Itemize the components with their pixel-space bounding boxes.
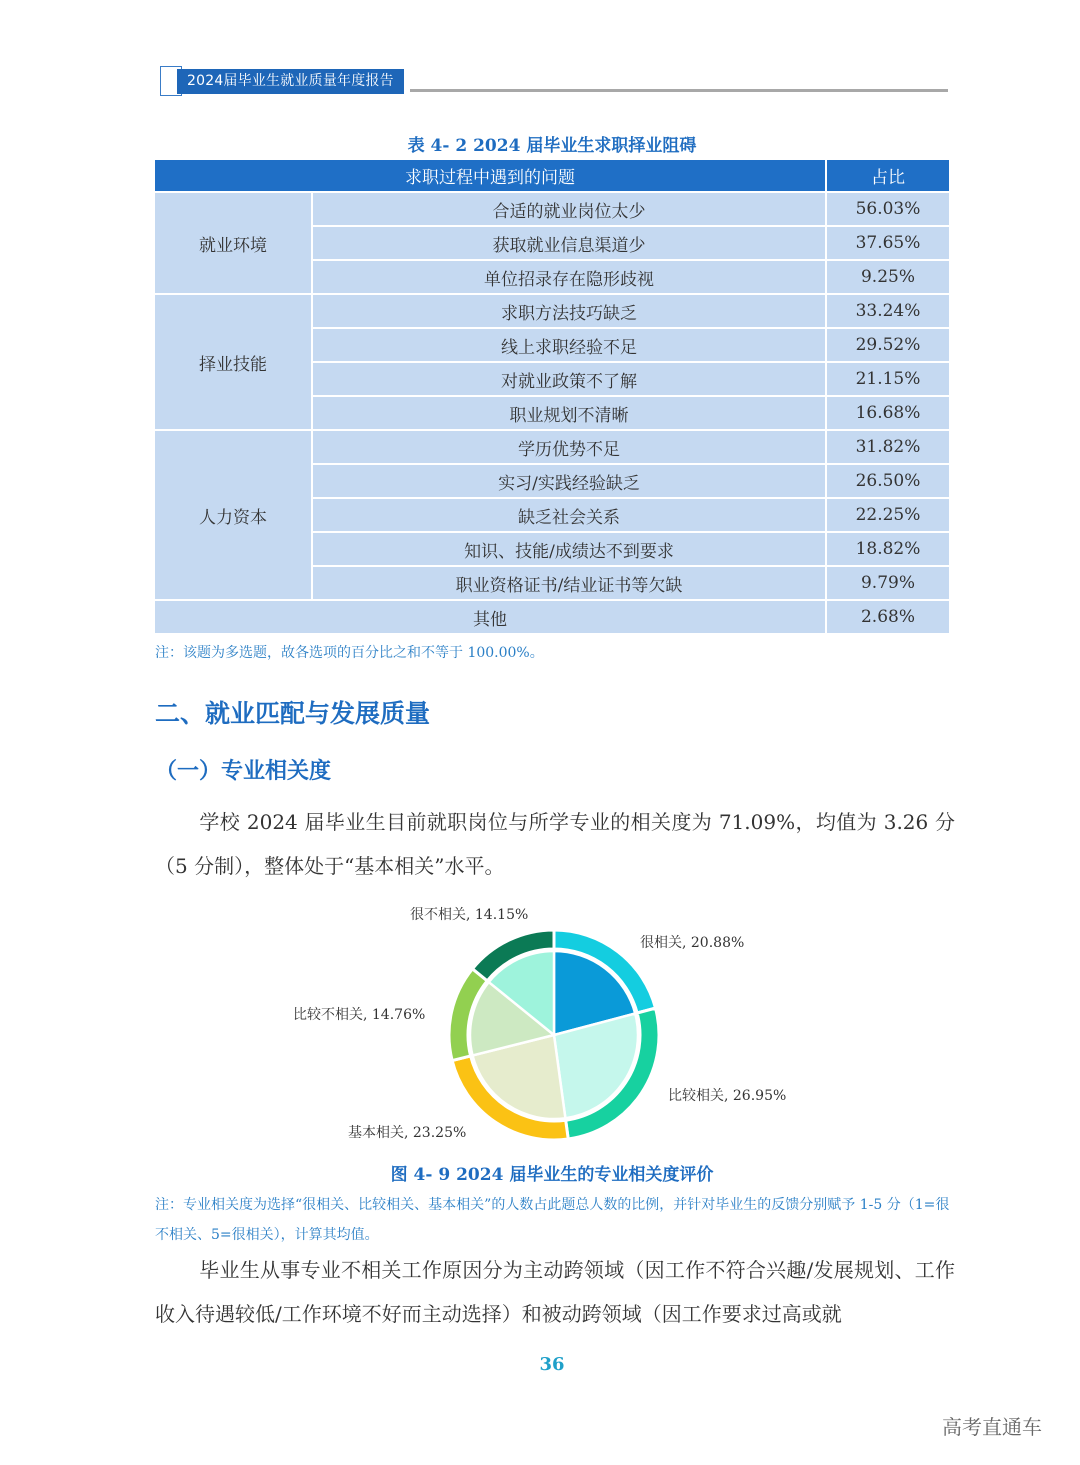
- figure-caption: 图 4- 9 2024 届毕业生的专业相关度评价: [390, 1165, 714, 1185]
- table-row-other: [155, 601, 949, 635]
- paragraph-text: 毕业生从事专业不相关工作原因分为主动跨领域（因工作不符合兴趣/发展规划、工作收入待遇较低/工作环境不好而主动选择）和被动跨领域（因工作要求过高或就: [155, 1258, 955, 1326]
- issue-cell: 职业规划不清晰: [313, 397, 827, 431]
- pie-label: 基本相关, 23.25%: [348, 1125, 467, 1141]
- pie-label: 比较不相关, 14.76%: [293, 1007, 426, 1023]
- share-cell: 18.82%: [827, 533, 949, 567]
- share-cell: 16.68%: [827, 397, 949, 431]
- page-number: 36: [539, 1354, 565, 1375]
- table-row: [155, 193, 949, 227]
- category-cell: 人力资本: [155, 431, 313, 601]
- pie-label: 很不相关, 14.15%: [410, 907, 529, 923]
- share-cell: 31.82%: [827, 431, 949, 465]
- obstacles-table: [155, 160, 949, 635]
- share-cell: 26.50%: [827, 465, 949, 499]
- figure-note: 注：专业相关度为选择“很相关、比较相关、基本相关”的人数占此题总人数的比例，并针对毕业生的反馈分别赋予 1-5 分（1=很不相关、5=很相关），计算其均值。: [155, 1197, 950, 1243]
- section-heading: 二、就业匹配与发展质量: [155, 699, 431, 728]
- pie-label: 很相关, 20.88%: [640, 935, 745, 951]
- issue-cell: 求职方法技巧缺乏: [313, 295, 827, 329]
- share-cell: 33.24%: [827, 295, 949, 329]
- table-note: 注：该题为多选题，故各选项的百分比之和不等于 100.00%。: [155, 645, 544, 661]
- issue-cell: 其他: [155, 601, 827, 635]
- issue-cell: 线上求职经验不足: [313, 329, 827, 363]
- issue-cell: 获取就业信息渠道少: [313, 227, 827, 261]
- category-cell: 择业技能: [155, 295, 313, 431]
- pie-label: 比较相关, 26.95%: [668, 1088, 787, 1104]
- issue-cell: 合适的就业岗位太少: [313, 193, 827, 227]
- issue-cell: 实习/实践经验缺乏: [313, 465, 827, 499]
- column-header-share: 占比: [827, 160, 949, 193]
- table-title: 表 4- 2 2024 届毕业生求职择业阻碍: [407, 136, 697, 156]
- watermark-text: 高考直通车: [942, 1415, 1042, 1439]
- paragraph-text: 学校 2024 届毕业生目前就职岗位与所学专业的相关度为 71.09%，均值为 3.26 分（5 分制），整体处于“基本相关”水平。: [155, 810, 955, 878]
- issue-cell: 学历优势不足: [313, 431, 827, 465]
- subsection-heading: （一）专业相关度: [155, 759, 332, 784]
- issue-cell: 缺乏社会关系: [313, 499, 827, 533]
- header-rule: [410, 89, 948, 92]
- share-cell: 56.03%: [827, 193, 949, 227]
- paragraph-relevance: [155, 800, 955, 888]
- share-cell: 21.15%: [827, 363, 949, 397]
- share-cell: 22.25%: [827, 499, 949, 533]
- issue-cell: 职业资格证书/结业证书等欠缺: [313, 567, 827, 601]
- report-title-banner: 2024届毕业生就业质量年度报告: [177, 69, 404, 94]
- issue-cell: 单位招录存在隐形歧视: [313, 261, 827, 295]
- relevance-pie-chart: [280, 895, 800, 1155]
- share-cell: 2.68%: [827, 601, 949, 635]
- column-header-issue: 求职过程中遇到的问题: [155, 160, 827, 193]
- category-cell: 就业环境: [155, 193, 313, 295]
- issue-cell: 知识、技能/成绩达不到要求: [313, 533, 827, 567]
- share-cell: 9.25%: [827, 261, 949, 295]
- issue-cell: 对就业政策不了解: [313, 363, 827, 397]
- share-cell: 29.52%: [827, 329, 949, 363]
- table-row: [155, 431, 949, 465]
- paragraph-cross-field: [155, 1248, 955, 1336]
- share-cell: 9.79%: [827, 567, 949, 601]
- share-cell: 37.65%: [827, 227, 949, 261]
- table-row: [155, 295, 949, 329]
